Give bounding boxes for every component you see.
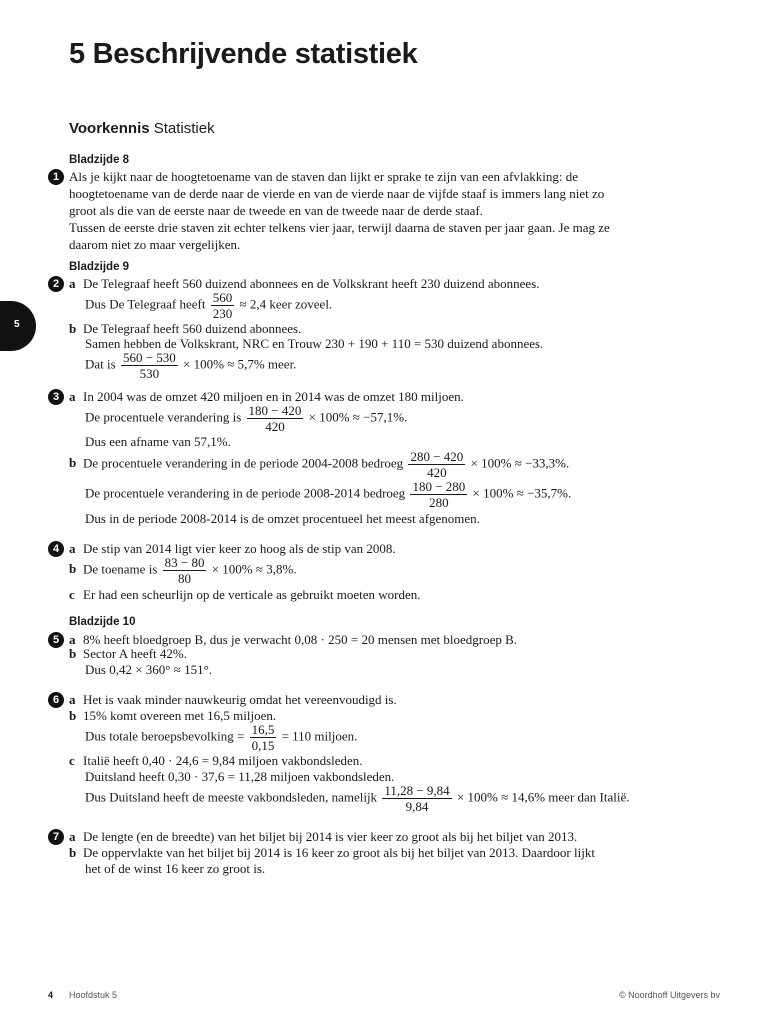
q5b-text: Sector A heeft 42%. [83,646,187,661]
q4b-numerator: 83 − 80 [164,555,205,570]
q2a-fraction [211,290,235,321]
section-heading-rest: Statistiek [149,120,215,137]
q2a-formula-pre: Dus De Telegraaf heeft [85,296,206,312]
q6b-fraction [250,722,277,753]
q6c-text: Italië heeft 0,40 · 24,6 = 9,84 miljoen vakbondsleden. [83,753,363,768]
q6c-denominator: 9,84 [405,799,429,814]
q4c-text: Er had een scheurlijn op de verticale as gebruikt moeten worden. [83,587,421,602]
q3a-letter: a [69,389,76,404]
q4b-letter: b [69,561,77,577]
q6c-letter: c [69,753,75,768]
q1-line-1: Als je kijkt naar de hoogtetoename van de staven dan lijkt er sprake te zijn van een afvlakking: de [69,169,578,184]
q3b-letter: b [69,455,77,471]
exercise-number-2: 2 [48,276,64,292]
exercise-number-1: 1 [48,169,64,185]
q2a-text: De Telegraaf heeft 560 duizend abonnees en de Volkskrant heeft 230 duizend abonnees. [83,276,540,291]
q2a-letter: a [69,276,76,291]
q6b-denominator: 0,15 [251,738,275,753]
q2b-fraction [121,350,178,381]
footer-page-number: 4 [48,990,54,1000]
exercise-number-4: 4 [48,541,64,557]
exercise-number-3: 3 [48,389,64,405]
footer-copyright: © Noordhoff Uitgevers bv [618,990,720,1000]
q3b-fraction-1 [408,449,465,480]
q3b-denominator-1: 420 [427,465,447,480]
q6c-line-1 [69,752,363,769]
q3b-formula2-post: × 100% ≈ −35,7%. [472,485,572,501]
q6a-letter: a [69,692,76,707]
q6a-text: Het is vaak minder nauwkeurig omdat het vereenvoudigd is. [83,692,397,707]
q6b-text: 15% komt overeen met 16,5 miljoen. [83,708,277,723]
page-label-8: Bladzijde 8 [69,154,130,166]
q7b-line-1 [69,844,595,861]
q2b-formula-pre: Dat is [85,356,116,372]
q5b-letter: b [69,646,77,661]
q5a-letter: a [69,632,76,647]
q6b-numerator: 16,5 [251,722,275,737]
q3b-numerator-2: 180 − 280 [412,479,466,494]
q3b-formula2-pre: De procentuele verandering in de periode 2008-2014 bedroeg [85,485,406,501]
q6b-letter: b [69,708,77,723]
q4a-text: De stip van 2014 ligt vier keer zo hoog als de stip van 2008. [83,541,396,556]
page-title: 5 Beschrijvende statistiek [69,38,418,70]
exercise-number-5: 5 [48,632,64,648]
q1-line-4: Tussen de eerste drie staven zit echter telkens vier jaar, terwijl daarna de staven per jaar gaan. Je mag ze [69,220,610,235]
q3a-fraction [247,403,304,434]
q6c-line-2: Duitsland heeft 0,30 · 37,6 = 11,28 miljoen vakbondsleden. [85,769,395,784]
q3a-line-3: Dus een afname van 57,1%. [85,434,231,449]
footer-chapter: Hoofdstuk 5 [69,990,118,1000]
q2b-line-2: Samen hebben de Volkskrant, NRC en Trouw 230 + 190 + 110 = 530 duizend abonnees. [85,336,544,351]
q5b-line-2: Dus 0,42 × 360° ≈ 151°. [85,662,213,677]
q6c-fraction [382,783,451,814]
q7a-text: De lengte (en de breedte) van het biljet bij 2014 is vier keer zo groot als bij het biljet van 2013. [83,829,578,844]
q2b-text: De Telegraaf heeft 560 duizend abonnees. [83,321,302,336]
q2a-numerator: 560 [212,290,233,305]
q3a-formula-pre: De procentuele verandering is [85,409,242,425]
q7a-letter: a [69,829,76,844]
q2a-denominator: 230 [212,306,233,321]
q4b-formula-post: × 100% ≈ 3,8%. [211,561,297,577]
q3b-denominator-2: 280 [429,495,449,510]
chapter-side-tab-label: 5 [14,319,20,330]
chapter-side-tab [0,301,36,351]
q7a-line [69,828,577,845]
q4b-formula-pre: De toename is [83,561,158,577]
q3b-line-3: Dus in de periode 2008-2014 is de omzet procentueel het meest afgenomen. [85,511,480,526]
q6b-line-2 [85,722,357,753]
q7b-line-2: het of de winst 16 keer zo groot is. [85,861,266,876]
q3a-formula-post: × 100% ≈ −57,1%. [308,409,408,425]
exercise-number-6: 6 [48,692,64,708]
q3a-line-2 [85,403,407,434]
q6c-line-3 [85,783,630,814]
q3a-denominator: 420 [265,419,285,434]
q3b-formula1-post: × 100% ≈ −33,3%. [470,455,570,471]
q1-line-3: groot als die van de eerste naar de tweede en van de tweede naar de derde staaf. [69,203,483,218]
q5b-line-1 [69,645,187,662]
q4b-fraction [163,555,207,586]
section-heading [69,120,215,137]
q3b-formula1-pre: De procentuele verandering in de periode 2004-2008 bedroeg [83,455,404,471]
q7b-text: De oppervlakte van het biljet bij 2014 is 16 keer zo groot als bij het biljet van 2013. Daardoor lijkt [83,845,595,860]
q4c-line [69,586,421,603]
q3b-line-2 [85,479,571,510]
q4c-letter: c [69,587,75,602]
q2b-denominator: 530 [139,366,160,381]
page-label-10: Bladzijde 10 [69,616,136,628]
q3b-fraction-2 [410,479,467,510]
q2b-letter: b [69,321,77,336]
q3b-numerator-1: 280 − 420 [410,449,464,464]
q7b-letter: b [69,845,77,860]
q6c-formula-pre: Dus Duitsland heeft de meeste vakbondsleden, namelijk [85,789,378,805]
q4b-denominator: 80 [178,571,192,586]
section-heading-bold: Voorkennis [69,120,150,137]
q6a-line [69,691,397,708]
q6c-numerator: 11,28 − 9,84 [384,783,450,798]
q2b-line-3 [85,350,296,381]
q2b-formula-post: × 100% ≈ 5,7% meer. [183,356,297,372]
q2a-line-2 [85,290,332,321]
q3a-text: In 2004 was de omzet 420 miljoen en in 2014 was de omzet 180 miljoen. [83,389,464,404]
q3b-line-1 [69,449,569,480]
q5a-text: 8% heeft bloedgroep B, dus je verwacht 0,08 · 250 = 20 mensen met bloedgroep B. [83,632,518,647]
q4a-letter: a [69,541,76,556]
q1-line-5: daarom niet zo maar vergelijken. [69,237,241,252]
q4b-line [69,555,297,586]
q6c-formula-post: × 100% ≈ 14,6% meer dan Italië. [456,789,630,805]
exercise-number-7: 7 [48,829,64,845]
q6b-formula-post: = 110 miljoen. [281,728,358,744]
q3a-numerator: 180 − 420 [248,403,302,418]
page-label-9: Bladzijde 9 [69,261,130,273]
q2b-numerator: 560 − 530 [122,350,176,365]
q1-line-2: hoogtetoename van de derde naar de vierde en van de vierde naar de vijfde staaf is immers lang niet zo [69,186,605,201]
q2a-formula-post: ≈ 2,4 keer zoveel. [239,296,333,312]
q6b-formula-pre: Dus totale beroepsbevolking = [85,728,245,744]
